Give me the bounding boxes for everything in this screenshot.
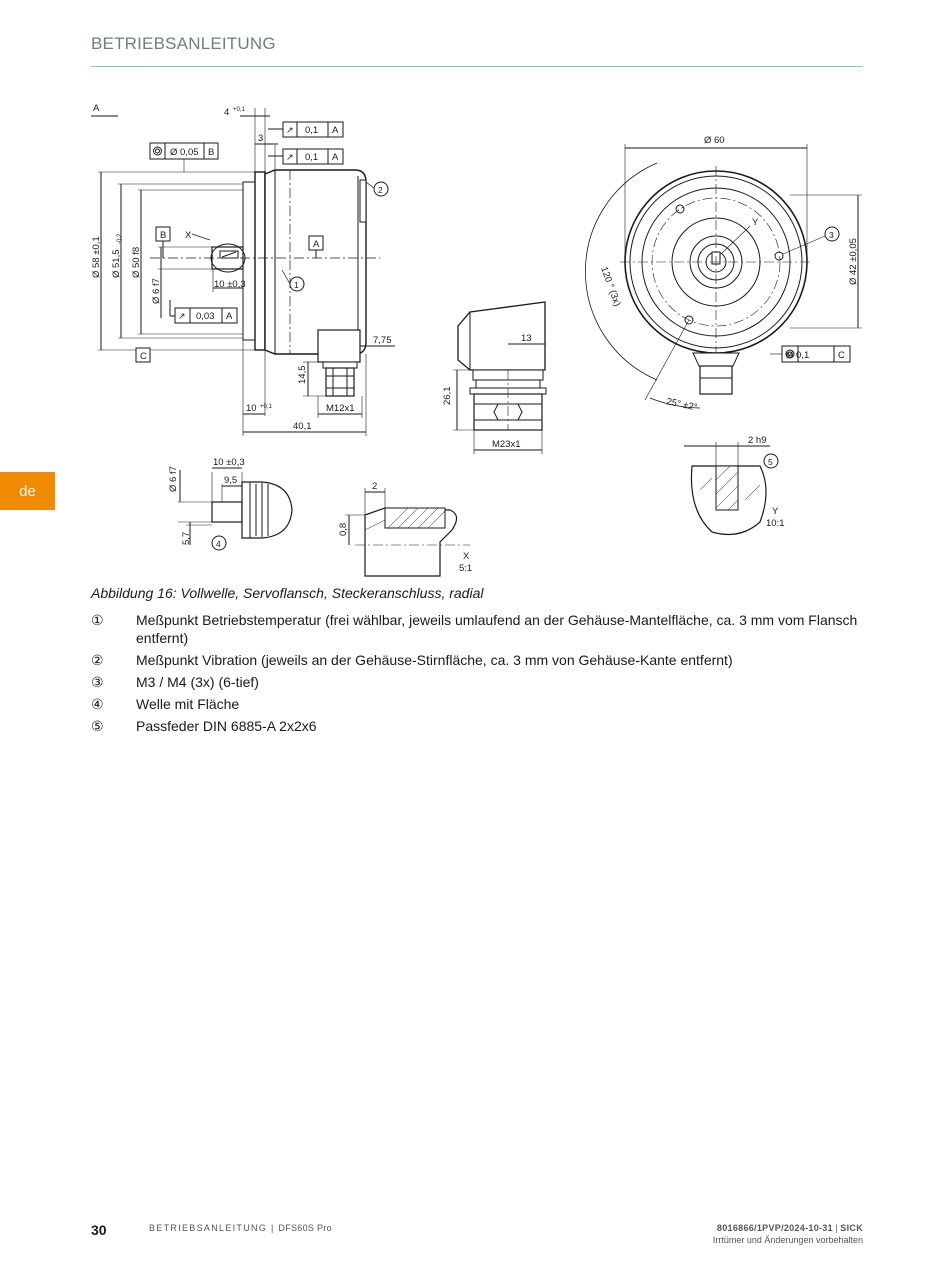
legend-item <box>91 611 863 647</box>
callout-5: 5 <box>768 457 773 467</box>
legend-item <box>91 695 863 713</box>
footer-doc-type: BETRIEBSANLEITUNG <box>149 1223 268 1233</box>
legend-number: ⑤ <box>91 718 104 734</box>
detail-y-marker: Y <box>752 217 759 228</box>
concentricity-value-c: Ø 0,1 <box>786 350 810 361</box>
dim-10-label: 10 <box>246 403 257 414</box>
dia-6-label: Ø 6 f7 <box>151 278 162 304</box>
footer-separator: | <box>835 1223 838 1233</box>
m12-label: M12x1 <box>326 403 355 414</box>
runout-symbol: ↗ <box>286 125 294 135</box>
shaft-dia-label: Ø 6 f7 <box>168 466 179 492</box>
detail-y-scale: 10:1 <box>766 518 785 529</box>
shaft-9-5-label: 9,5 <box>224 475 238 486</box>
angle-25-label: 25° ±2° <box>665 396 699 414</box>
concentricity-datum-b: B <box>208 147 215 158</box>
detail-x-scale: 5:1 <box>459 563 473 574</box>
footer-reference-block <box>713 1222 863 1246</box>
legend-text: Passfeder DIN 6885-A 2x2x6 <box>136 718 317 734</box>
shaft-10-label: 10 ±0,3 <box>213 457 245 468</box>
dim-26-1-label: 26,1 <box>442 386 453 405</box>
callout-2: 2 <box>378 185 383 195</box>
runout-datum-2: A <box>332 152 339 163</box>
dim-10-tolerance: +0,1 <box>260 404 272 410</box>
footer-separator: | <box>270 1223 275 1233</box>
legend-item <box>91 717 863 735</box>
dia-51-label: Ø 51,5 <box>111 249 122 278</box>
dim-4-label: 4 <box>224 107 230 118</box>
detail-x-dim-0-8: 0,8 <box>338 522 349 536</box>
concentricity-value-b: Ø 0,05 <box>170 147 199 158</box>
runout-symbol: ↗ <box>286 152 294 162</box>
dia-51-tolerance: -0,2 <box>117 233 123 244</box>
technical-drawing <box>0 0 950 600</box>
page-header-title: BETRIEBSANLEITUNG <box>91 34 276 53</box>
datum-c-label: C <box>140 351 147 362</box>
dim-14-5-label: 14,5 <box>297 365 308 384</box>
dim-7-75-label: 7,75 <box>373 335 392 346</box>
runout-value-1: 0,1 <box>305 125 319 136</box>
runout-datum-1: A <box>332 125 339 136</box>
callout-1: 1 <box>294 280 299 290</box>
key-2h9-label: 2 h9 <box>748 435 767 446</box>
datum-a-box-label: A <box>313 239 320 250</box>
detail-x-marker: X <box>185 230 192 241</box>
legend-text: Meßpunkt Betriebstemperatur (frei wählbar, jeweils umlaufend an der Gehäuse-Mantelfläche, ca. 3 mm vom Flansch entfernt) <box>136 612 858 646</box>
angle-120-label: 120 ° (3x) <box>598 265 623 308</box>
footer-reference: 8016866/1PVP/2024-10-31 <box>716 1223 833 1233</box>
page-number: 30 <box>91 1222 107 1238</box>
legend-text: Meßpunkt Vibration (jeweils an der Gehäuse-Stirnfläche, ca. 3 mm von Gehäuse-Kante entfernt) <box>136 652 733 668</box>
dia-42-label: Ø 42 ±0,05 <box>848 238 859 285</box>
dim-10-tol-label: 10 ±0,3 <box>214 279 246 290</box>
legend-text: M3 / M4 (3x) (6-tief) <box>136 674 259 690</box>
footer-product: DFS60S Pro <box>278 1223 332 1233</box>
runout-value-3: 0,03 <box>196 311 215 322</box>
footer-brand: SICK <box>840 1223 863 1233</box>
datum-a-label: A <box>93 103 100 114</box>
shaft-5-7-label: 5,7 <box>181 531 192 545</box>
detail-y-title: Y <box>772 506 779 517</box>
dia-58-label: Ø 58 ±0,1 <box>91 236 102 278</box>
dim-13-label: 13 <box>521 333 532 344</box>
callout-4: 4 <box>216 539 221 549</box>
dim-40-1-label: 40,1 <box>293 421 312 432</box>
dia-50-label: Ø 50 f8 <box>131 246 142 278</box>
legend-list <box>91 611 863 739</box>
legend-number: ① <box>91 612 104 628</box>
footer-document-info <box>149 1223 332 1233</box>
datum-b-label: B <box>160 230 167 241</box>
legend-number: ② <box>91 652 104 668</box>
legend-item <box>91 651 863 669</box>
runout-datum-3: A <box>226 311 233 322</box>
concentricity-datum-c: C <box>838 350 845 361</box>
legend-number: ③ <box>91 674 104 690</box>
m23-label: M23x1 <box>492 439 521 450</box>
legend-text: Welle mit Fläche <box>136 696 240 712</box>
legend-item <box>91 673 863 691</box>
dia-60-label: Ø 60 <box>704 135 725 146</box>
figure-caption: Abbildung 16: Vollwelle, Servoflansch, Steckeranschluss, radial <box>91 585 484 601</box>
detail-x-dim-2: 2 <box>372 481 378 492</box>
language-tab[interactable]: de <box>0 472 55 510</box>
runout-value-2: 0,1 <box>305 152 319 163</box>
runout-symbol: ↗ <box>178 311 186 321</box>
callout-3: 3 <box>829 230 834 240</box>
dim-3-label: 3 <box>258 133 264 144</box>
footer-disclaimer: Irrtümer und Änderungen vorbehalten <box>712 1235 863 1245</box>
detail-x-title: X <box>463 551 470 562</box>
legend-number: ④ <box>91 696 104 712</box>
dim-4-tolerance: +0,1 <box>233 107 245 113</box>
